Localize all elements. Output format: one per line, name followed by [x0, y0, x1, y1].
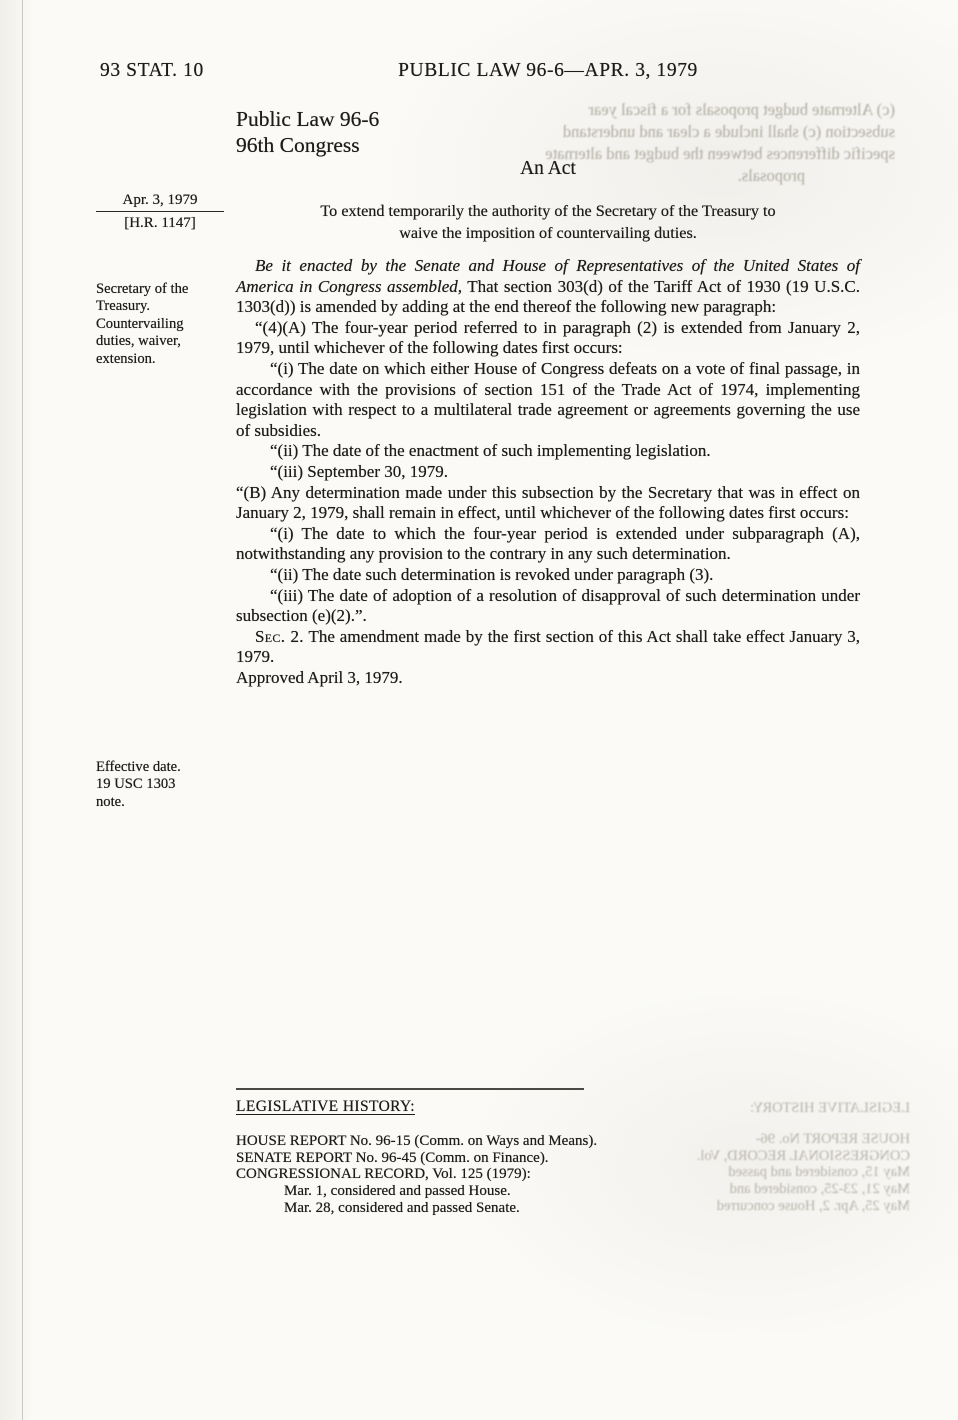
- bleed-line: May 25, Apr. 2, House concurred: [716, 1197, 910, 1214]
- act-purpose-line: waive the imposition of countervailing duties.: [399, 224, 697, 242]
- paragraph-4B-iii: “(iii) The date of adoption of a resolution of disapproval of such determination under subsection (e)(2).”.: [236, 585, 860, 626]
- stat-page-number: 93 STAT. 10: [100, 60, 204, 81]
- margin-note-secretary: [96, 281, 236, 368]
- history-entry-senate-report: SENATE REPORT No. 96-45 (Comm. on Finance).: [236, 1149, 549, 1166]
- history-entry-house-report: HOUSE REPORT No. 96-15 (Comm. on Ways and Means).: [236, 1132, 598, 1149]
- margin-note-line: Treasury.: [96, 298, 151, 315]
- margin-note-line: extension.: [96, 350, 156, 367]
- margin-note-line: Secretary of the: [96, 281, 189, 297]
- bleed-line: May 15, considered and passed: [728, 1164, 910, 1181]
- bleed-line: specific differences between the budget and alternate: [545, 144, 895, 163]
- paragraph-4B-i: “(i) The date to which the four-year period is extended under subparagraph (A), notwithstanding any provision to the contrary in any such determination.: [236, 523, 860, 564]
- margin-note-line: duties, waiver,: [96, 333, 181, 350]
- margin-note-line: Countervailing: [96, 315, 184, 332]
- bleed-line: May 21, 23-25, considered and: [729, 1181, 910, 1198]
- enactment-date: Apr. 3, 1979: [96, 191, 224, 212]
- bleed-line: subsection (c) shall include a clear and understand: [562, 122, 895, 141]
- margin-note-line: Effective date.: [96, 759, 181, 775]
- public-law-number: Public Law 96-6: [236, 107, 380, 131]
- binding-crease-line: [22, 0, 23, 1420]
- paragraph-4B-ii: “(ii) The date such determination is revoked under paragraph (3).: [270, 564, 714, 584]
- bleed-line: (c) Alternate budget proposals for a fiscal year: [588, 100, 895, 119]
- section-2: [236, 627, 860, 668]
- enacting-clause: [236, 256, 860, 318]
- paragraph-4B: “(B) Any determination made under this subsection by the Secretary that was in effect on January 2, 1979, shall remain in effect, until whichever of the following dates first occurs:: [236, 482, 860, 523]
- margin-note-line: note.: [96, 793, 125, 810]
- section-2-text: The amendment made by the first section of this Act shall take effect January 3, 1979.: [236, 626, 861, 667]
- legislative-history-heading: LEGISLATIVE HISTORY:: [236, 1098, 415, 1115]
- approved-line: Approved April 3, 1979.: [236, 667, 403, 687]
- congress-number: 96th Congress: [236, 133, 360, 157]
- enacting-clause-italic: Be it enacted by the Senate and House of Representatives of the United States of America in Congress assembled,: [236, 256, 860, 296]
- paragraph-4A-i: “(i) The date on which either House of Congress defeats on a vote of final passage, in accordance with the provisions of section 151 of the Trade Act of 1974, implementing legislation with respect to a multilateral trade agreement or agreements governing the use of subsidies.: [236, 358, 860, 440]
- running-head: PUBLIC LAW 96-6—APR. 3, 1979: [398, 60, 698, 81]
- enacting-clause-rest: That section 303(d) of the Tariff Act of 1930 (19 U.S.C. 1303(d)) is amended by adding at the end thereof the following new paragraph:: [236, 276, 860, 317]
- bleed-line: CONGRESSIONAL RECORD, Vol.: [696, 1147, 910, 1164]
- paragraph-4A-iii: “(iii) September 30, 1979.: [270, 461, 448, 481]
- statute-body: [236, 256, 860, 688]
- paragraph-4A: “(4)(A) The four-year period referred to in paragraph (2) is extended from January 2, 1979, until whichever of the following dates first occurs:: [236, 317, 860, 358]
- bleed-line: proposals.: [737, 166, 805, 185]
- record-item-house: Mar. 1, considered and passed House.: [284, 1183, 511, 1200]
- history-entry-congressional-record: CONGRESSIONAL RECORD, Vol. 125 (1979):: [236, 1166, 531, 1183]
- record-item-senate: Mar. 28, considered and passed Senate.: [284, 1199, 520, 1216]
- act-purpose: [236, 200, 860, 244]
- legislative-history: [236, 1088, 860, 1217]
- bleed-line: HOUSE REPORT No. 96-: [755, 1130, 910, 1147]
- legislative-history-rule: [236, 1088, 584, 1090]
- margin-date-block: [96, 191, 224, 232]
- section-2-label: Sec. 2.: [255, 626, 304, 646]
- bleed-line: LEGISLATIVE HISTORY:: [750, 1100, 910, 1116]
- act-purpose-line: To extend temporarily the authority of the Secretary of the Treasury to: [320, 202, 776, 220]
- paragraph-4A-ii: “(ii) The date of the enactment of such implementing legislation.: [270, 441, 711, 461]
- bill-number: [H.R. 1147]: [124, 215, 196, 231]
- act-heading: An Act: [520, 158, 576, 179]
- margin-note-effective-date: [96, 759, 236, 811]
- margin-note-line: 19 USC 1303: [96, 776, 176, 793]
